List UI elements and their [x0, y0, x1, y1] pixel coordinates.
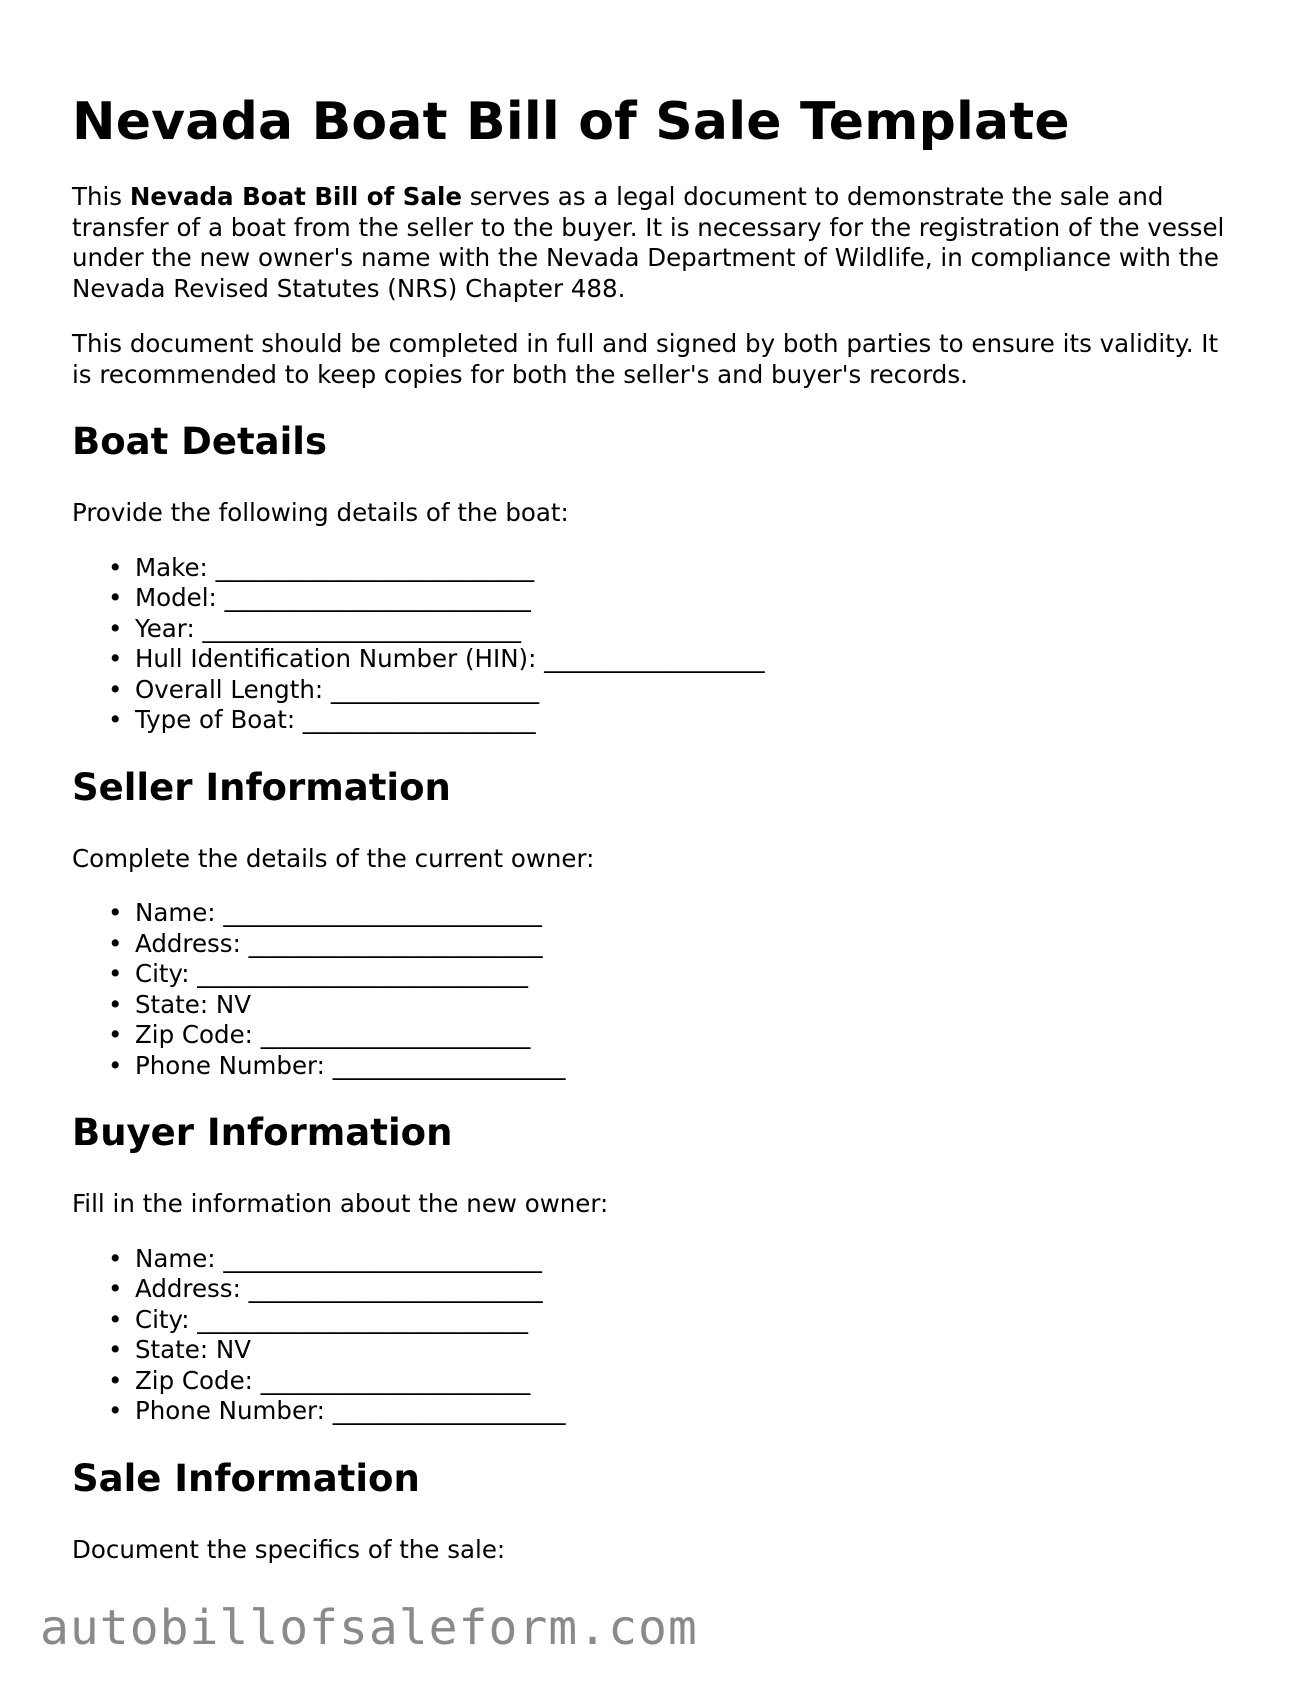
intro-text-start: This [72, 182, 130, 211]
intro-paragraph-2: This document should be completed in full and signed by both parties to ensure its validity. It is recommended to keep copies for both the seller's and buyer's records. [72, 329, 1219, 389]
bullet-icon: • [108, 1304, 123, 1334]
seller-info-lead: Complete the details of the current owner: [72, 843, 595, 873]
buyer-city-field: City: ___________________________ [135, 1304, 529, 1334]
sale-info-heading: Sale Information [72, 1456, 420, 1500]
bullet-icon: • [108, 1274, 123, 1303]
bullet-icon: • [108, 1335, 123, 1364]
bullet-icon: • [108, 898, 123, 927]
intro-text-rest: serves as a legal document to demonstrate the sale and transfer of a boat from the seller to the buyer. It is necessary for the registration of the vessel under the new owner's name with the Nevada Department of Wildlife, in compliance with the Nevada Revised Statutes (NRS) Chapter 488. [72, 182, 1225, 303]
seller-zip-field: Zip Code: ______________________ [135, 1020, 531, 1049]
list-item [108, 898, 1242, 929]
buyer-info-list [72, 1244, 1242, 1427]
boat-make-field: Make: __________________________ [135, 552, 535, 582]
boat-year-field: Year: __________________________ [135, 613, 521, 643]
bullet-icon: • [108, 1020, 123, 1049]
bullet-icon: • [108, 959, 123, 988]
list-item [108, 1020, 1242, 1051]
list-item [108, 1335, 1242, 1366]
bullet-icon: • [108, 552, 123, 582]
list-item [108, 613, 1242, 645]
seller-state-field: State: NV [135, 989, 251, 1019]
bullet-icon: • [108, 1050, 123, 1080]
bullet-icon: • [108, 1243, 123, 1273]
list-item [108, 959, 1242, 990]
boat-type-field: Type of Boat: ___________________ [135, 705, 536, 734]
boat-model-field: Model: _________________________ [135, 583, 531, 612]
buyer-address-field: Address: ________________________ [135, 1274, 543, 1303]
seller-address-field: Address: ________________________ [135, 928, 543, 958]
seller-city-field: City: ___________________________ [135, 959, 529, 988]
bullet-icon: • [108, 674, 123, 704]
page-title: Nevada Boat Bill of Sale Template [72, 92, 1070, 152]
seller-phone-field: Phone Number: ___________________ [135, 1050, 566, 1080]
list-item [108, 583, 1242, 614]
buyer-zip-field: Zip Code: ______________________ [135, 1365, 531, 1395]
bullet-icon: • [108, 583, 123, 612]
list-item [108, 1365, 1242, 1397]
sale-info-lead: Document the specifics of the sale: [72, 1534, 506, 1564]
boat-length-field: Overall Length: _________________ [135, 674, 540, 704]
bullet-icon: • [108, 989, 123, 1019]
bullet-icon: • [108, 928, 123, 958]
boat-details-list [72, 553, 1242, 736]
bullet-icon: • [108, 1365, 123, 1395]
boat-hin-field: Hull Identification Number (HIN): __________________ [135, 644, 765, 673]
list-item [108, 1304, 1242, 1336]
list-item [108, 989, 1242, 1021]
list-item [108, 1243, 1242, 1275]
bullet-icon: • [108, 644, 123, 673]
boat-details-lead: Provide the following details of the boat: [72, 498, 569, 527]
buyer-info-lead: Fill in the information about the new owner: [72, 1189, 609, 1218]
bullet-icon: • [108, 613, 123, 643]
buyer-state-field: State: NV [135, 1335, 251, 1364]
list-item [108, 1274, 1242, 1305]
list-item [108, 705, 1242, 736]
buyer-name-field: Name: __________________________ [135, 1243, 542, 1273]
boat-details-heading: Boat Details [72, 420, 328, 463]
list-item [108, 1050, 1242, 1082]
list-item [108, 552, 1242, 584]
bullet-icon: • [108, 1396, 123, 1425]
site-watermark: autobillofsaleform.com [40, 1600, 698, 1656]
intro-paragraph-1 [72, 182, 1242, 304]
buyer-info-heading: Buyer Information [72, 1111, 453, 1154]
buyer-phone-field: Phone Number: ___________________ [135, 1396, 566, 1425]
list-item [108, 644, 1242, 675]
seller-info-list [72, 898, 1242, 1081]
seller-info-heading: Seller Information [72, 765, 451, 809]
bullet-icon: • [108, 705, 123, 734]
list-item [108, 928, 1242, 960]
seller-name-field: Name: __________________________ [135, 898, 542, 927]
document-page [72, 0, 1242, 1565]
list-item [108, 674, 1242, 706]
list-item [108, 1396, 1242, 1427]
intro-bold-title: Nevada Boat Bill of Sale [129, 182, 462, 211]
